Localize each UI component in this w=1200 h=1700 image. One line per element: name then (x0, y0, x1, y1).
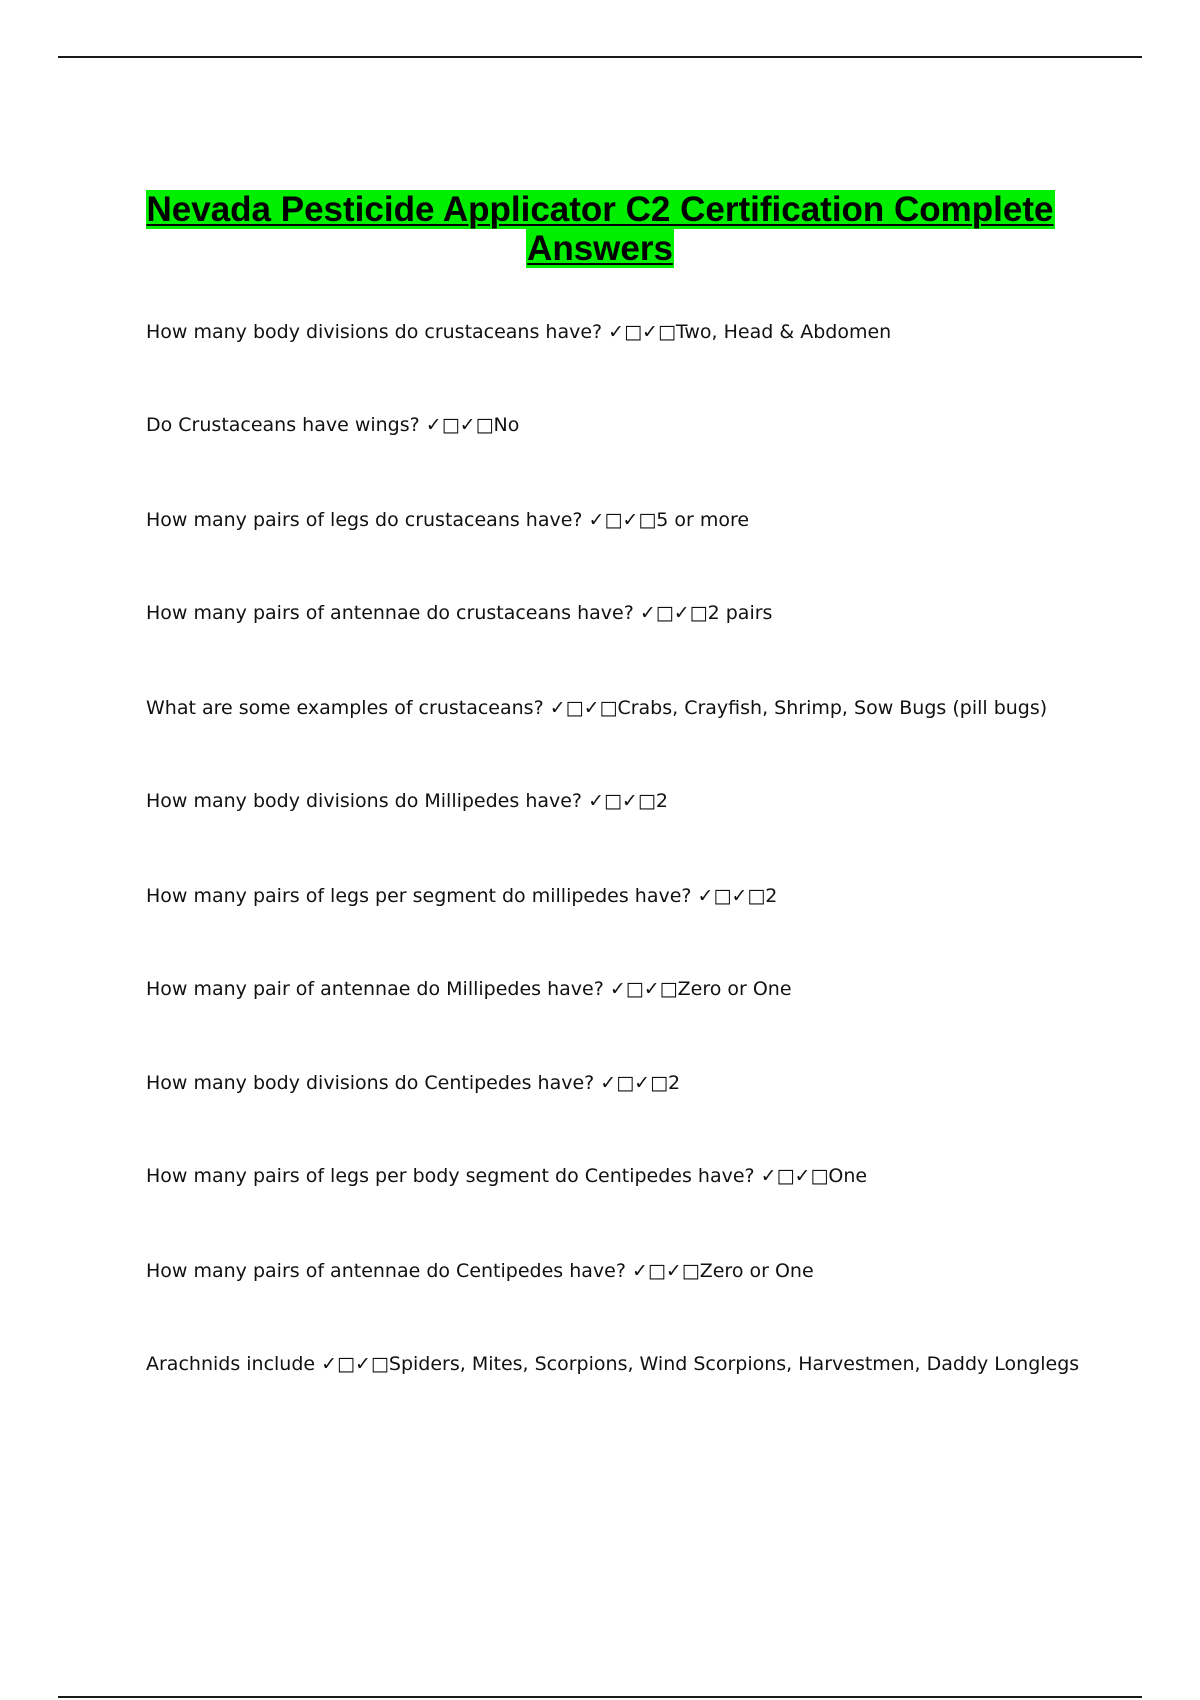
check-separator: ✓□✓□ (609, 978, 678, 1000)
check-separator: ✓□✓□ (600, 1072, 669, 1094)
check-separator: ✓□✓□ (697, 885, 766, 907)
qa-item-6 (146, 789, 1146, 813)
question-text: How many pairs of antennae do Centipedes have? (146, 1260, 632, 1282)
question-text: How many pairs of legs do crustaceans have? (146, 509, 589, 531)
question-text: What are some examples of crustaceans? (146, 697, 550, 719)
qa-item-2 (146, 413, 1146, 437)
question-text: How many pairs of legs per segment do millipedes have? (146, 885, 698, 907)
answer-text: Two, Head & Abdomen (675, 321, 892, 343)
qa-item-8 (146, 977, 1146, 1001)
page-title (0, 190, 1200, 268)
question-text: How many body divisions do Millipedes have? (146, 790, 589, 812)
qa-item-12 (146, 1352, 1146, 1376)
title-line-2: Answers (527, 229, 673, 268)
check-separator: ✓□✓□ (549, 697, 618, 719)
qa-item-7 (146, 884, 1146, 908)
answer-text: Spiders, Mites, Scorpions, Wind Scorpions, Harvestmen, Daddy Longlegs (388, 1353, 1080, 1375)
check-separator: ✓□✓□ (321, 1353, 389, 1375)
answer-text: 5 or more (656, 509, 750, 531)
qa-item-5 (146, 696, 1146, 720)
question-text: Arachnids include (146, 1353, 322, 1375)
qa-item-10 (146, 1164, 1146, 1188)
question-text: How many pair of antennae do Millipedes have? (146, 978, 610, 1000)
check-separator: ✓□✓□ (639, 602, 708, 624)
title-line-1: Nevada Pesticide Applicator C2 Certification Complete (146, 190, 1054, 229)
check-separator: ✓□✓□ (631, 1260, 700, 1282)
qa-item-11 (146, 1259, 1146, 1283)
check-separator: ✓□✓□ (608, 321, 676, 343)
answer-text: 2 (765, 885, 778, 907)
question-text: How many pairs of legs per body segment do Centipedes have? (146, 1165, 761, 1187)
header-rule (58, 56, 1142, 58)
qa-item-3 (146, 508, 1146, 532)
answer-text: 2 (655, 790, 668, 812)
qa-item-1 (146, 320, 1146, 344)
answer-text: Zero or One (699, 1260, 814, 1282)
answer-text: Crabs, Crayfish, Shrimp, Sow Bugs (pill bugs) (617, 697, 1048, 719)
question-text: How many pairs of antennae do crustaceans have? (146, 602, 640, 624)
qa-item-4 (146, 601, 1146, 625)
answer-text: 2 (668, 1072, 681, 1094)
qa-item-9 (146, 1071, 1146, 1095)
answer-text: No (493, 414, 520, 436)
answer-text: One (828, 1165, 868, 1187)
footer-rule (58, 1696, 1142, 1698)
check-separator: ✓□✓□ (425, 414, 494, 436)
check-separator: ✓□✓□ (588, 790, 656, 812)
check-separator: ✓□✓□ (588, 509, 657, 531)
answer-text: 2 pairs (707, 602, 773, 624)
check-separator: ✓□✓□ (760, 1165, 829, 1187)
answer-text: Zero or One (677, 978, 792, 1000)
question-text: How many body divisions do crustaceans have? (146, 321, 609, 343)
question-text: How many body divisions do Centipedes have? (146, 1072, 601, 1094)
question-text: Do Crustaceans have wings? (146, 414, 426, 436)
